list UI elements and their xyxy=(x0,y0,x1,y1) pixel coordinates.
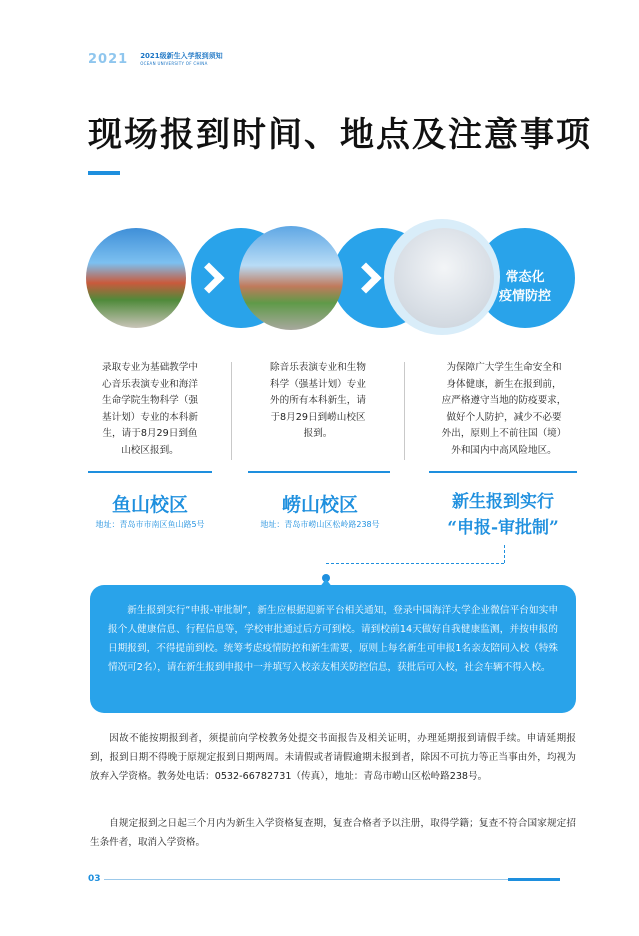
column-3-text xyxy=(426,360,582,459)
header-year: 2021 xyxy=(88,52,129,67)
column-2-line: 于8月29日到崂山校区 xyxy=(270,411,366,423)
column-3-line: 身体健康，新生在报到前， xyxy=(446,378,562,390)
qualification-review-paragraph: 自规定报到之日起三个月内为新生入学资格复查期，复查合格者予以注册，取得学籍；复查不符合国家规定招生条件者，取消入学资格。 xyxy=(90,818,576,848)
column-1-line: 山校区报到。 xyxy=(121,444,179,456)
connector-dashed-horizontal xyxy=(326,563,504,564)
column-1-line: 生命学院生物科学（强 xyxy=(102,395,198,406)
column-1-line: 心音乐表演专业和海洋 xyxy=(102,378,198,390)
header-title-en: OCEAN UNIVERSITY OF CHINA xyxy=(140,61,208,66)
column-1-line: 基计划）专业的本科新 xyxy=(102,411,198,423)
page-number: 03 xyxy=(88,874,101,884)
column-1-text xyxy=(88,360,212,459)
laoshan-campus-name: 崂山校区 xyxy=(281,494,358,516)
header-title-cn: 2021级新生入学报到须知 xyxy=(140,52,223,60)
deferral-paragraph: 因故不能按期报到者，须提前向学校教务处提交书面报告及相关证明，办理延期报到请假手续。申请延期报到，报到日期不得晚于原规定报到日期两周。未请假或者请假逾期未报到者，除因不可抗力等正当事由外，均视为放弃入学资格。教务处电话：0532-66782731（传真），地址：青岛市崂山区松岭路238号。 xyxy=(90,733,576,782)
footer-accent-bar xyxy=(508,878,560,881)
column-2-line: 外的所有本科新生，请 xyxy=(270,395,366,406)
column-2-line: 除音乐表演专业和生物 xyxy=(270,362,366,373)
column-3-underline xyxy=(429,471,577,473)
column-1-line: 生，请于8月29日到鱼 xyxy=(102,428,198,439)
declaration-notice-box: 新生报到实行“申报-审批制”，新生应根据迎新平台相关通知，登录中国海洋大学企业微信平台如实申报个人健康信息、行程信息等，学校审批通过后方可到校。请到校前14天做好自我健康监测，并按申报的日期报到，不得提前到校。统筹考虑疫情防控和新生需要，原则上每名新生可申报1名亲友陪同入校（特殊情况可2名），请在新生报到申报中一并填写入校亲友相关防控信息，获批后可入校，社会车辆不得入校。 xyxy=(90,585,576,713)
declaration-title-line2: “申报-审批制” xyxy=(447,518,559,538)
footer-line xyxy=(104,879,530,880)
column-2-line: 报到。 xyxy=(303,428,333,439)
yushan-campus-address: 地址：青岛市市南区鱼山路5号 xyxy=(95,520,205,529)
medical-worker-photo xyxy=(394,228,494,328)
laoshan-campus-photo xyxy=(239,226,343,330)
column-divider xyxy=(404,362,405,460)
declaration-system-title xyxy=(428,489,578,541)
epidemic-label xyxy=(490,268,560,306)
page-title: 现场报到时间、地点及注意事项 xyxy=(88,115,592,155)
laoshan-campus-address: 地址：青岛市崂山区松岭路238号 xyxy=(260,520,380,529)
epidemic-label-line1: 常态化 xyxy=(505,270,545,285)
column-1-line: 录取专业为基础教学中 xyxy=(102,362,198,373)
declaration-title-line1: 新生报到实行 xyxy=(452,492,554,512)
title-underline xyxy=(88,171,120,175)
column-3-line: 做好个人防护，减少不必要 xyxy=(446,411,562,423)
connector-dashed-vertical xyxy=(504,545,505,563)
yushan-campus-photo xyxy=(86,228,186,328)
column-2-underline xyxy=(248,471,390,473)
column-3-line: 为保障广大学生生命安全和 xyxy=(446,362,562,373)
column-1-underline xyxy=(88,471,212,473)
epidemic-label-line2: 疫情防控 xyxy=(498,289,551,304)
column-3-line: 应严格遵守当地的防疫要求， xyxy=(441,395,567,406)
column-2-text xyxy=(258,360,378,443)
yushan-campus-name: 鱼山校区 xyxy=(111,494,188,516)
column-2-line: 科学（强基计划）专业 xyxy=(270,378,366,390)
header xyxy=(88,52,223,67)
column-divider xyxy=(231,362,232,460)
header-text xyxy=(140,53,222,66)
column-3-line: 外和国内中高风险地区。 xyxy=(451,444,557,456)
column-3-line: 外出，原则上不前往国（境） xyxy=(441,428,567,439)
